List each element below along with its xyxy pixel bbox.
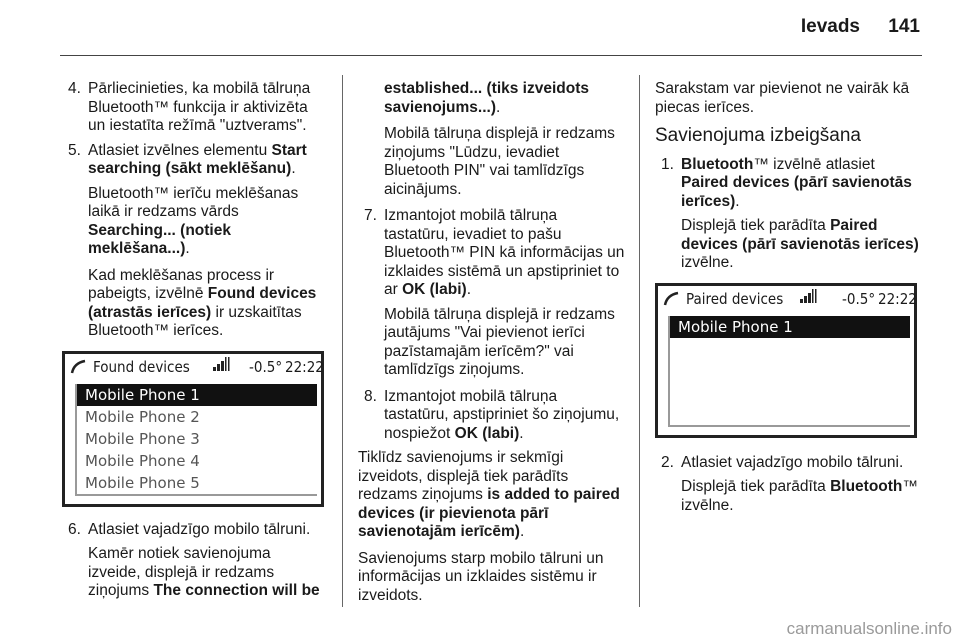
punct: . xyxy=(735,192,740,210)
paragraph xyxy=(655,217,925,273)
screen-title: Found devices xyxy=(93,357,190,376)
message-term: is added to paired devices (ir pievienota pārī savienotajām ierīcēm) xyxy=(358,486,620,540)
step-number: 4. xyxy=(68,80,81,97)
list-item[interactable]: Mobile Phone 1 xyxy=(670,316,910,338)
punct: . xyxy=(185,240,190,257)
clock: 22:22 xyxy=(285,357,324,376)
punct: . xyxy=(466,281,471,298)
list-item[interactable]: Mobile Phone 3 xyxy=(85,429,200,448)
step-8 xyxy=(358,388,626,444)
list-item[interactable]: Mobile Phone 2 xyxy=(85,407,200,426)
punct: . xyxy=(291,160,296,177)
phone-handset-icon xyxy=(69,358,89,381)
device-list xyxy=(668,316,910,427)
step-text: Atlasiet vajadzīgo mobilo tālruni. xyxy=(681,453,904,471)
list-item[interactable]: Mobile Phone 4 xyxy=(85,451,200,470)
screen-title: Paired devices xyxy=(686,289,784,308)
step-2 xyxy=(655,454,925,473)
message-term: The connection will be xyxy=(153,582,320,599)
paragraph-text: Tiklīdz savienojums ir sekmīgi izveidots, displejā tiek parādīts redzams ziņojums xyxy=(358,449,569,503)
step-text: Atlasiet izvēlnes elementu xyxy=(88,141,272,159)
watermark: carmanualsonline.info xyxy=(786,618,952,638)
header-rule xyxy=(60,55,922,56)
step-5 xyxy=(62,142,327,179)
step-text: ™ izvēlnē atlasiet xyxy=(753,155,875,173)
paragraph: Mobilā tālruņa displejā ir redzams ziņojums "Lūdzu, ievadiet Bluetooth PIN" vai tamlīdzīgs aicinājums. xyxy=(384,125,615,198)
signal-strength-icon xyxy=(800,288,818,309)
menu-term: Paired devices (pārī savienotās ierīces) xyxy=(681,217,919,253)
paragraph: Savienojums starp mobilo tālruni un informācijas un izklaides sistēmu ir izveidots. xyxy=(358,549,604,604)
punct: . xyxy=(519,523,525,540)
column-divider-2 xyxy=(639,75,640,607)
menu-term: OK (labi) xyxy=(402,281,467,298)
found-devices-screen xyxy=(62,351,324,507)
step-number: 7. xyxy=(364,207,377,224)
paragraph xyxy=(62,185,327,259)
step-number: 1. xyxy=(661,155,674,173)
punct: . xyxy=(519,424,524,442)
menu-term: OK (labi) xyxy=(454,424,520,442)
temperature: -0.5° xyxy=(842,289,876,308)
column-1 xyxy=(62,80,327,609)
menu-term: Paired devices (pārī savienotās ierīces) xyxy=(681,174,912,210)
message-term: established... (tiks izveidots savienojums...) xyxy=(384,80,590,116)
paragraph-text: ir uzskaitītas Bluetooth™ ierīces. xyxy=(88,303,302,339)
device-list xyxy=(75,384,317,496)
signal-strength-icon xyxy=(213,356,231,377)
paragraph xyxy=(62,267,327,341)
step-6 xyxy=(62,521,327,540)
step-number: 8. xyxy=(364,387,377,405)
step-4 xyxy=(62,80,327,136)
step-number: 5. xyxy=(68,141,81,159)
menu-term: Bluetooth xyxy=(681,155,754,173)
step-text: Pārliecinieties, ka mobilā tālruņa Bluetooth™ funkcija ir aktivizēta un iestatīta režīmā "uztverams". xyxy=(88,80,311,134)
paragraph-text: Displejā tiek parādīta xyxy=(681,478,831,495)
step-number: 2. xyxy=(661,453,674,471)
paragraph-text: Displejā tiek parādīta xyxy=(681,217,831,234)
menu-term: Bluetooth xyxy=(830,478,903,495)
step-text: Atlasiet vajadzīgo mobilo tālruni. xyxy=(88,520,311,538)
column-3 xyxy=(655,80,925,523)
paragraph-text: Kamēr notiek savienojuma izveide, displejā ir redzams ziņojums xyxy=(88,545,275,599)
paragraph xyxy=(62,545,327,601)
paragraph-text: Kad meklēšanas process ir pabeigts, izvēlnē xyxy=(88,266,275,302)
menu-term: Searching... (notiek meklēšana...) xyxy=(88,221,231,257)
clock: 22:22 xyxy=(878,289,917,308)
step-text: Izmantojot mobilā tālruņa tastatūru, ievadiet to pašu Bluetooth™ PIN kā informācijas un izklaides sistēmā un apstipriniet to ar xyxy=(384,207,625,298)
paragraph-text: izvēlne. xyxy=(681,254,734,271)
paragraph xyxy=(655,478,925,515)
paragraph: Sarakstam var pievienot ne vairāk kā piecas ierīces. xyxy=(655,80,910,116)
paired-devices-screen xyxy=(655,283,917,438)
page-number: 141 xyxy=(888,16,920,37)
screen-status-bar xyxy=(658,286,917,314)
column-divider-1 xyxy=(342,75,343,607)
step-number: 6. xyxy=(68,520,81,538)
temperature: -0.5° xyxy=(249,357,283,376)
screen-status-bar xyxy=(65,354,324,382)
menu-term: Found devices (atrastās ierīces) xyxy=(88,285,317,321)
step-7 xyxy=(358,207,626,300)
paragraph xyxy=(358,80,626,117)
punct: . xyxy=(495,98,501,116)
column-2 xyxy=(358,80,626,613)
list-item[interactable]: Mobile Phone 5 xyxy=(85,473,200,492)
paragraph-text: ™ izvēlne. xyxy=(681,478,918,514)
section-title: Ievads xyxy=(800,16,860,37)
paragraph xyxy=(358,449,626,542)
phone-handset-icon xyxy=(662,290,682,313)
section-heading: Savienojuma izbeigšana xyxy=(655,125,861,146)
step-text: Izmantojot mobilā tālruņa tastatūru, apstipriniet šo ziņojumu, nospiežot xyxy=(384,387,620,442)
step-1 xyxy=(655,156,925,212)
list-item[interactable]: Mobile Phone 1 xyxy=(77,384,317,406)
menu-term: Start searching (sākt meklēšanu) xyxy=(88,141,307,177)
paragraph-text: Bluetooth™ ierīču meklēšanas laikā ir redzams vārds xyxy=(88,184,299,220)
paragraph: Mobilā tālruņa displejā ir redzams jautājums "Vai pievienot ierīci pazīstamajām ierīcēm?" vai tamlīdzīgs ziņojums. xyxy=(384,305,615,378)
